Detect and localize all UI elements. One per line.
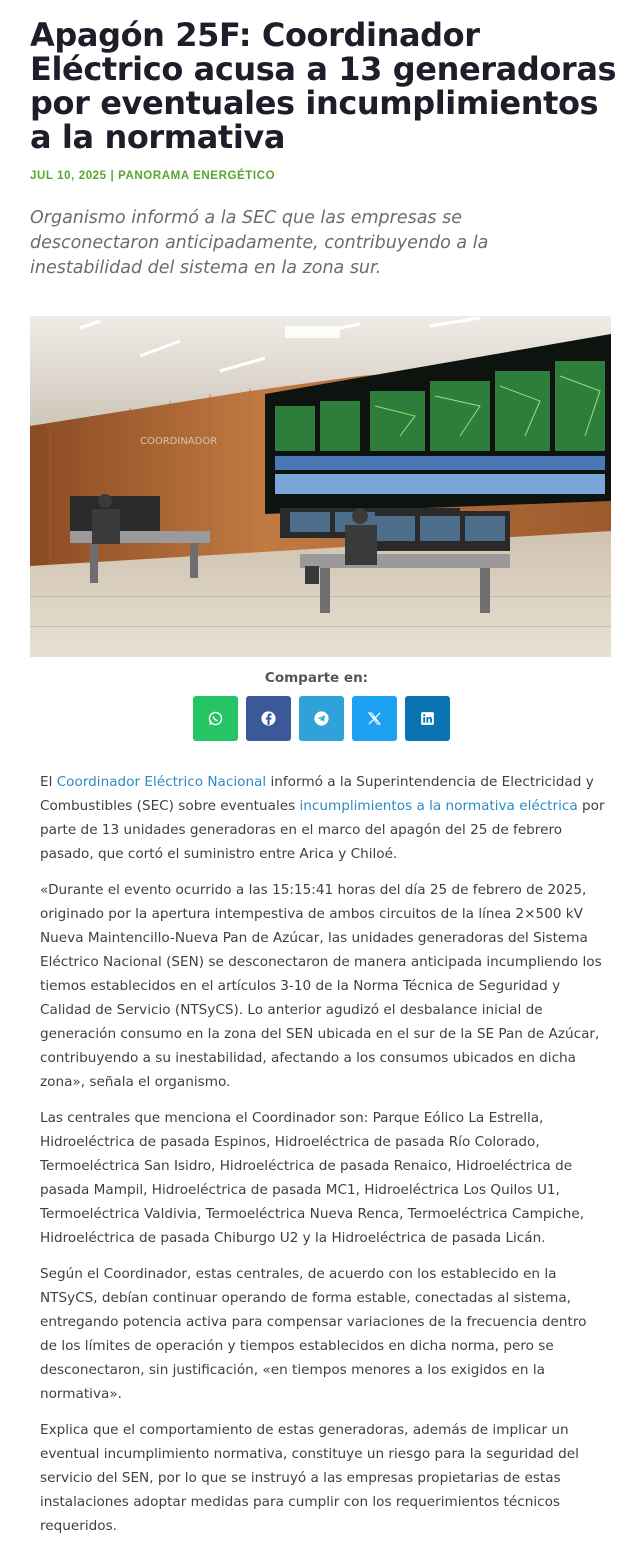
telegram-icon [313,710,330,727]
article-meta[interactable]: JUL 10, 2025 | PANORAMA ENERGÉTICO [30,170,276,182]
share-telegram-button[interactable] [299,696,344,741]
share-linkedin-button[interactable] [405,696,450,741]
paragraph-1 [40,770,605,866]
article-body [40,770,605,1550]
paragraph-3: Las centrales que menciona el Coordinador son: Parque Eólico La Estrella, Hidroeléctrica de pasada Espinos, Hidroeléctrica de pasada Río Colorado, Termoeléctrica San Isidro, Hidroeléctrica de pasada Renaico, Hidroeléctrica de pasada Mampil, Hidroeléctrica de pasada MC1, Hidroeléctrica Los Quilos U1, Termoeléctrica Valdivia, Termoeléctrica Nueva Renca, Termoeléctrica Campiche, Hidroeléctrica de pasada Chiburgo U2 y la Hidroeléctrica de pasada Licán. [40,1110,585,1246]
coordinador-link[interactable]: Coordinador Eléctrico Nacional [56,774,267,790]
hero-image [30,316,611,657]
paragraph-5: Explica que el comportamiento de estas generadoras, además de implicar un eventual incumplimiento normativa, constituye un riesgo para la seguridad del servicio del SEN, por lo que se instruyó a las empresas propietarias de estas instalaciones adoptar medidas para cumplir con los requerimientos técnicos requeridos. [40,1422,579,1534]
hero-logo-text: COORDINADOR [140,436,218,447]
share-whatsapp-button[interactable] [193,696,238,741]
article-title: Apagón 25F: Coordinador Eléctrico acusa a 13 generadoras por eventuales incumplimientos a la normativa [30,16,617,156]
p1-text-a: El [40,774,57,790]
whatsapp-icon [207,710,224,727]
article-subtitle: Organismo informó a la SEC que las empresas se desconectaron anticipadamente, contribuyendo a la inestabilidad del sistema en la zona sur. [30,208,489,278]
p1-text-b: informó a la Superintendencia de Electricidad y Combustibles (SEC) sobre eventuales [40,774,594,814]
p1-text-c: por parte de 13 unidades generadoras en el marco del apagón del 25 de febrero pasado, que cortó el suministro entre Arica y Chiloé. [40,798,605,862]
facebook-icon [260,710,277,727]
share-facebook-button[interactable] [246,696,291,741]
paragraph-2: «Durante el evento ocurrido a las 15:15:41 horas del día 25 de febrero de 2025, originado por la apertura intempestiva de ambos circuitos de la línea 2×500 kV Nueva Maintencillo-Nueva Pan de Azúcar, las unidades generadoras del Sistema Eléctrico Nacional (SEN) se desconectaron de manera anticipada incumpliendo los tiemos establecidos en el artículos 3-10 de la Norma Técnica de Seguridad y Calidad de Servicio (NTSyCS). Lo anterior agudizó el desbalance inicial de generación consumo en la zona del SEN ubicada en el sur de la SE Pan de Azúcar, contribuyendo a su inestabilidad, afectando a los consumos ubicados en dicha zona», señala el organismo. [40,882,602,1090]
normativa-link[interactable]: incumplimientos a la normativa eléctrica [299,798,578,814]
paragraph-4: Según el Coordinador, estas centrales, de acuerdo con los establecido en la NTSyCS, debían continuar operando de forma estable, conectadas al sistema, entregando potencia activa para compensar variaciones de la frecuencia dentro de los límites de operación y tiempos establecidos en dicha norma, pero se desconectaron, sin justificación, «en tiempos menores a los exigidos en la normativa». [40,1266,587,1402]
x-icon [366,710,383,727]
linkedin-icon [419,710,436,727]
share-buttons [193,696,450,741]
share-x-button[interactable] [352,696,397,741]
share-label: Comparte en: [264,670,369,686]
